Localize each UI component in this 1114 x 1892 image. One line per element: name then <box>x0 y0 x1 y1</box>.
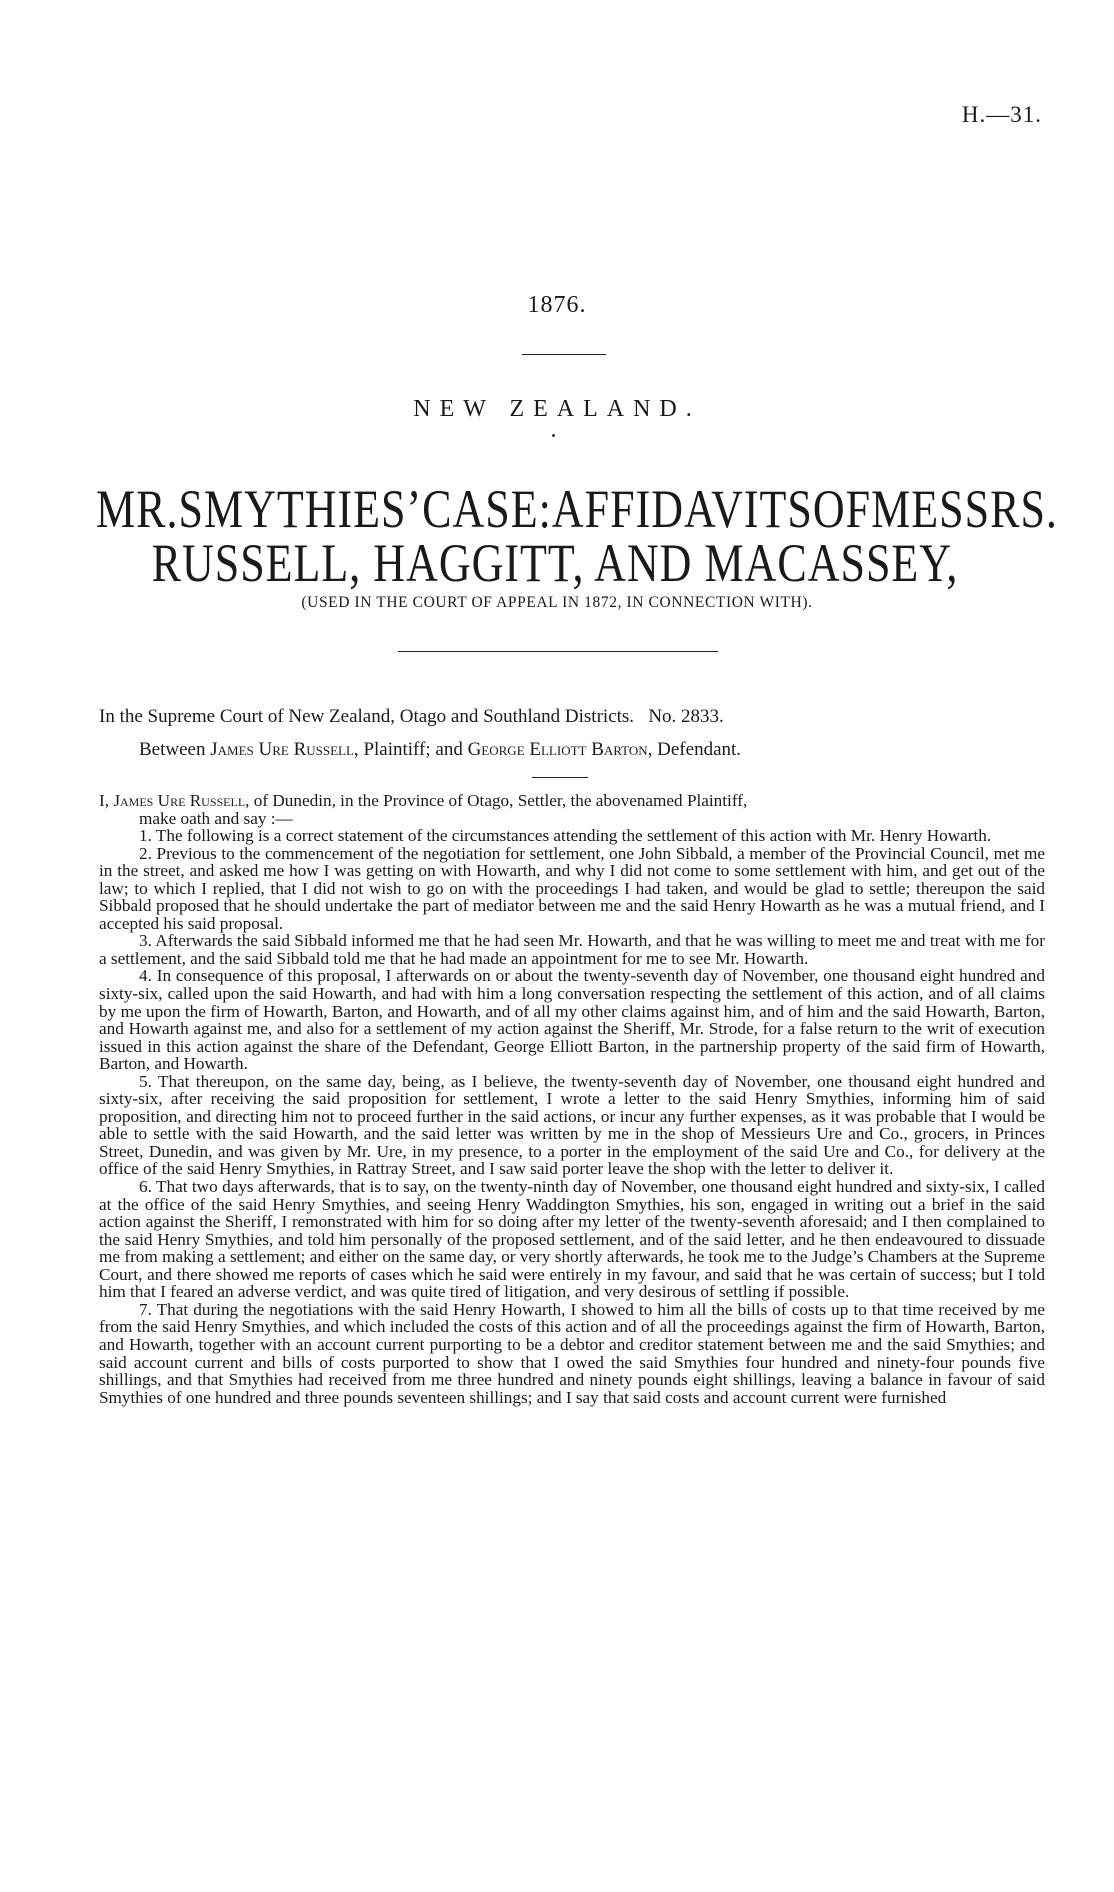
title-word: AFFIDAVITS <box>551 479 813 539</box>
opening-pronoun: I, <box>99 791 110 810</box>
plaintiff-role: Plaintiff; and <box>363 739 463 760</box>
between-label: Between <box>139 739 206 760</box>
decorative-dot <box>552 434 555 437</box>
affidavit-body <box>99 792 1045 1406</box>
country-heading: NEW ZEALAND. <box>413 396 701 422</box>
title-word: SMYTHIES’ <box>178 479 423 539</box>
opening-oath: make oath and say :— <box>139 808 293 828</box>
defendant-role: Defendant. <box>657 739 742 760</box>
title-line-1 <box>96 478 1058 540</box>
court-name: In the Supreme Court of New Zealand, Otago and Southland Districts. <box>99 706 635 727</box>
case-number: No. 2833. <box>648 706 724 727</box>
document-year: 1876. <box>527 292 587 318</box>
court-line <box>99 706 724 728</box>
document-subtitle: (USED IN THE COURT OF APPEAL IN 1872, IN CONNECTION WITH). <box>301 594 813 611</box>
affidavit-paragraph: 4. In consequence of this proposal, I afterwards on or about the twenty-seventh day of November, one thousand eight hundred and sixty-six, called upon the said Howarth, and had with him a long conversation respecting the settlement of this action, and of all claims by me upon the firm of Howarth, Barton, and Howarth, and of all my other claims against him, and of him and the said Howarth, Barton, and Howarth against me, and also for a settlement of my action against the Sheriff, Mr. Strode, for a false return to the writ of execution issued in this action against the share of the Defendant, George Elliott Barton, in the partnership property of the said firm of Howarth, Barton, and Howarth. <box>99 966 1045 1074</box>
affidavit-paragraph: 7. That during the negotiations with the said Henry Howarth, I showed to him all the bills of costs up to that time received by me from the said Henry Smythies, and which included the costs of this action and of all the proceedings against the firm of Howarth, Barton, and Howarth, together with an account current purporting to be a debtor and creditor statement between me and the said Smythies; and said account current and bills of costs purported to show that I owed the said Smythies four hundred and ninety-four pounds five shillings, and that Smythies had received from me three hundred and ninety pounds eight shillings, leaving a balance in favour of said Smythies of one hundred and three pounds seventeen shillings; and I say that said costs and account current were furnished <box>99 1299 1045 1407</box>
document-reference: H.—31. <box>961 102 1042 127</box>
title-word: MR. <box>96 479 179 539</box>
title-word: OF <box>812 479 872 539</box>
affidavit-paragraph: 6. That two days afterwards, that is to say, on the twenty-ninth day of November, one thousand eight hundred and sixty-six, I called at the office of the said Henry Smythies, and seeing Henry Waddington Smythies, his son, engaged in writing out a brief in the said action against the Sheriff, I remonstrated with him for so doing after my letter of the twenty-seventh aforesaid; and I then complained to the said Henry Smythies, and told him personally of the proposed settlement, and of the said letter, and he then endeavoured to dissuade me from making a settlement; and either on the same day, or very shortly afterwards, he took me to the Judge’s Chambers at the Supreme Court, and there showed me reports of cases which he said were entirely in my favour, and said that he was certain of success; but I told him that I feared an adverse verdict, and was quite tired of litigation, and very desirous of settling if possible. <box>99 1177 1045 1302</box>
opening-text: of Dunedin, in the Province of Otago, Settler, the abovenamed Plaintiff, <box>253 791 748 810</box>
affidavit-paragraph: 3. Afterwards the said Sibbald informed me that he had seen Mr. Howarth, and that he was willing to meet me and treat with me for a settlement, and the said Sibbald told me that he had made an appointment for me to see Mr. Howarth. <box>99 931 1045 968</box>
defendant-name: George Elliott Barton, <box>467 739 653 760</box>
plaintiff-name: James Ure Russell, <box>210 739 359 760</box>
affidavit-paragraph: 2. Previous to the commencement of the negotiation for settlement, one John Sibbald, a member of the Provincial Council, met me in the street, and asked me how I was getting on with Howarth, and why I did not come to some settlement with him, and get out of the law; to which I replied, that I did not wish to go on with the proceedings I had taken, and would be glad to settle; thereupon the said Sibbald proposed that he should undertake the part of mediator between me and the said Henry Howarth as he was a mutual friend, and I accepted his said proposal. <box>99 843 1045 933</box>
title-word: CASE: <box>422 479 552 539</box>
affidavit-paragraph: 5. That thereupon, on the same day, being, as I believe, the twenty-seventh day of November, one thousand eight hundred and sixty-six, after receiving the said proposition for settlement, I wrote a letter to the said Henry Smythies, informing him of said proposition, and directing him not to proceed further in the said actions, or incur any further expenses, as it was probable that I would be able to settle with the said Howarth, and the said letter was written by me in the shop of Messieurs Ure and Co., grocers, in Princes Street, Dunedin, and was given by Mr. Ure, in my presence, to a porter in the employment of the said Ure and Co., for delivery at the office of the said Henry Smythies, in Rattray Street, and I saw said porter leave the shop with the letter to deliver it. <box>99 1071 1045 1179</box>
deponent-name: James Ure Russell, <box>113 791 250 810</box>
title-word: MESSRS. <box>871 479 1058 539</box>
affidavit-paragraph: 1. The following is a correct statement of the circumstances attending the settlement of this action with Mr. Henry Howarth. <box>139 826 992 846</box>
divider-rule <box>532 777 588 778</box>
case-parties <box>139 739 741 761</box>
affidavit-opening <box>99 792 1045 827</box>
divider-rule <box>398 651 718 652</box>
title-line-2: RUSSELL, HAGGITT, AND MACASSEY, <box>151 533 959 593</box>
divider-rule <box>522 354 606 355</box>
